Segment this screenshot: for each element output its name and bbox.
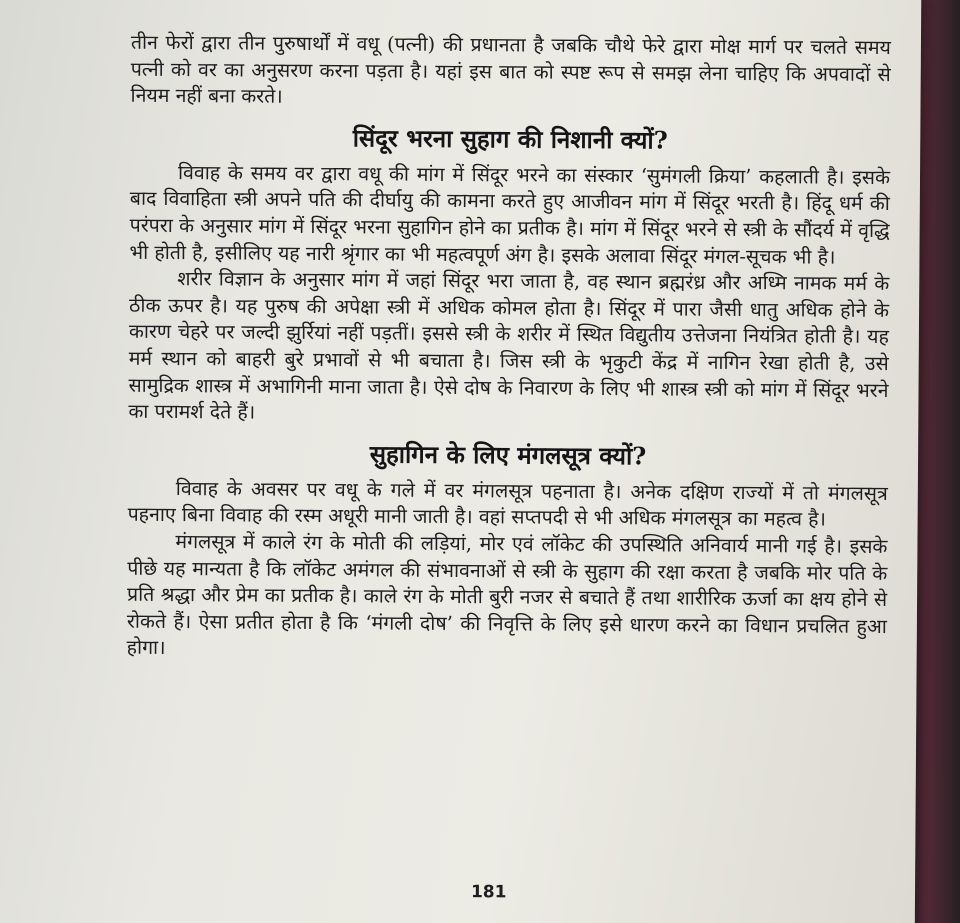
- section-heading-sindoor: सिंदूर भरना सुहाग की निशानी क्यों?: [352, 123, 668, 155]
- page-number: 181: [470, 882, 507, 903]
- paragraph-mangalsutra-2: मंगलसूत्र में काले रंग के मोती की लड़ियां, मोर एवं लॉकेट की उपस्थिति अनिवार्य मानी गई है। इसके पीछे यह मान्यता है कि लॉकेट अमंगल की संभावनाओं से स्त्री के सुहाग की रक्षा करता है जबकि मोर पति के प्रति श्रद्धा और प्रेम का प्रतीक है। काले रंग के मोती बुरी नजर से बचाते हैं तथा शारीरिक ऊर्जा का क्षय होने से रोकते हैं। ऐसा प्रतीत होता है कि ‘मंगली दोष’ की निवृत्ति के लिए इसे धारण करने का विधान प्रचलित हुआ होगा।: [126, 529, 888, 660]
- paragraph-mangalsutra-1: विवाह के अवसर पर वधू के गले में वर मंगलसूत्र पहनाता है। अनेक दक्षिण राज्यों में तो मंगलसूत्र पहनाए बिना विवाह की रस्म अधूरी मानी जाती है। वहां सप्तपदी से भी अधिक मंगलसूत्र का महत्व है।: [127, 476, 888, 531]
- section-heading-mangalsutra: सुहागिन के लिए मंगलसूत्र क्यों?: [369, 439, 647, 471]
- paragraph-sindoor-1: विवाह के समय वर द्वारा वधू की मांग में सिंदूर भरने का संस्कार ‘सुमंगली क्रिया’ कहलाती है। इसके बाद विवाहिता स्त्री अपने पति की दीर्घायु की कामना करते हुए आजीवन मांग में सिंदूर भरती है। हिंदू धर्म की परंपरा के अनुसार मांग में सिंदूर भरना सुहागिन होने का प्रतीक है। मांग में सिंदूर भरने से स्त्री के सौंदर्य में वृद्धि भी होती है, इसीलिए यह नारी श्रृंगार का भी महत्वपूर्ण अंग है। इसके अलावा सिंदूर मंगल-सूचक भी है।: [129, 160, 891, 269]
- page-body: [127, 30, 891, 667]
- paragraph-intro: तीन फेरों द्वारा तीन पुरुषार्थों में वधू (पत्नी) की प्रधानता है जबकि चौथे फेरे द्वारा मोक्ष मार्ग पर चलते समय पत्नी को वर का अनुसरण करना पड़ता है। यहां इस बात को स्पष्ट रूप से समझ लेना चाहिए कि अपवादों से नियम नहीं बना करते।: [130, 30, 892, 108]
- paragraph-sindoor-2: शरीर विज्ञान के अनुसार मांग में जहां सिंदूर भरा जाता है, वह स्थान ब्रह्मरंध्र और अध्मि नामक मर्म के ठीक ऊपर है। यह पुरुष की अपेक्षा स्त्री में अधिक कोमल होता है। सिंदूर में पारा जैसी धातु अधिक होने के कारण चेहरे पर जल्दी झुर्रियां नहीं पड़तीं। इससे स्त्री के शरीर में स्थित विद्युतीय उत्तेजना नियंत्रित होती है। यह मर्म स्थान को बाहरी बुरे प्रभावों से भी बचाता है। जिस स्त्री के भृकुटी केंद्र में नागिन रेखा होती है, उसे सामुद्रिक शास्त्र में अभागिनी माना जाता है। ऐसे दोष के निवारण के लिए भी शास्त्र स्त्री को मांग में सिंदूर भरने का परामर्श देते हैं।: [128, 267, 890, 424]
